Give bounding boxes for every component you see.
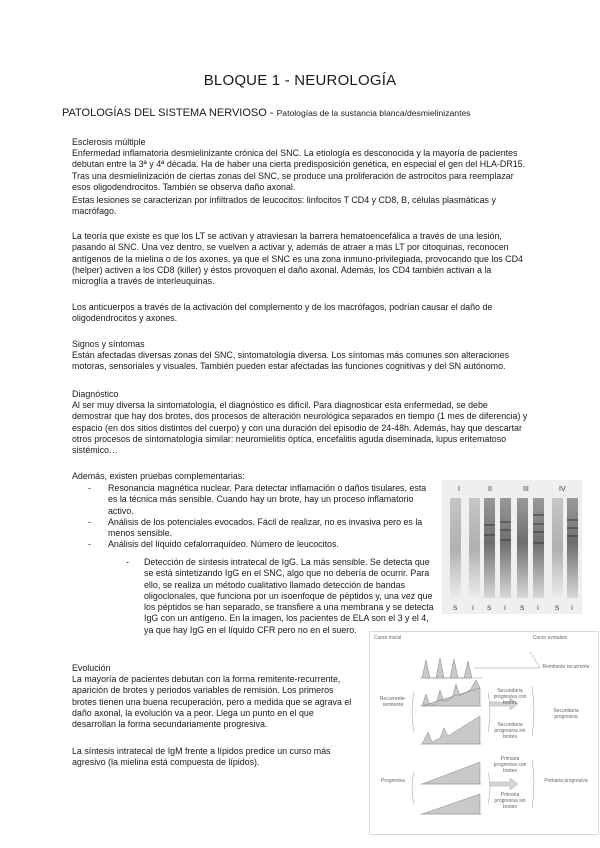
prueba-item-2: - Análisis de los potenciales evocados. Fácil de realizar, no es invasiva pero es la menos sensible.	[108, 517, 436, 540]
flow-col1-label: Curso inicial	[374, 635, 402, 641]
gel-sample-label: S	[555, 605, 560, 612]
em-paragraph-2: Estas lesiones se caracterizan por infiltrados de leucocitos: linfocitos T CD4 y CD8, B, células plasmáticas y macrófago.	[72, 195, 496, 217]
gel-lane-label: IV	[559, 486, 566, 493]
page-title: BLOQUE 1 - NEUROLOGÍA	[203, 72, 397, 89]
pruebas-list	[108, 483, 436, 551]
gel-image	[442, 480, 582, 614]
evolucion-paragraph-2: La síntesis intratecal de IgM frente a lípidos predice un curso más agresivo (la mielina está compuesta de lípidos).	[72, 746, 331, 768]
gel-lane-label: II	[488, 486, 492, 493]
gel-sample-label: S	[520, 605, 525, 612]
gel-sample-label: I	[537, 605, 539, 612]
section-subtitle	[62, 107, 471, 119]
gel-sample-label: I	[571, 605, 573, 612]
prueba-item-1: - Resonancia magnética nuclear. Para detectar inflamación o daños tisulares, esta es la técnica más sensible. Cuando hay un brote, hay un proceso inflamatorio activo.	[108, 483, 436, 517]
diagnostico-text: Al ser muy diversa la sintomatología, el diagnóstico es difícil. Para diagnosticar esta enfermedad, se debe demostrar que hay dos brotes, dos procesos de alteración neurológica separados en tiempo (1 mes de diferencia) y espacio (en dos sitios distintos del cuerpo) y con una duración del episodio de 24-48h. Además, hay que descartar otros procesos de sintomatología similar: neuromielitis óptica, encefalitis aguda diseminada, lupus eritematoso sistémico…	[72, 400, 528, 456]
gel-sample-label: S	[453, 605, 458, 612]
gel-sample-label: S	[487, 605, 492, 612]
disease-course-figure	[369, 631, 599, 835]
gel-lane-label: I	[458, 486, 460, 493]
flow-left-label-1: Recurrente-remitente	[379, 696, 407, 708]
flow-right-label-3: Primaria progresiva	[544, 778, 588, 784]
subtitle-small: Patologías de la sustancia blanca/desmielinizantes	[276, 108, 471, 118]
subtitle-main: PATOLOGÍAS DEL SISTEMA NERVIOSO	[62, 107, 267, 119]
flow-diagram	[370, 632, 598, 834]
gel-lane-label: III	[523, 486, 529, 493]
em-paragraph-1: Enfermedad inflamatoria desmielinizante crónica del SNC. La etiología es desconocida y la mayoría de pacientes debutan entre la 3ª y 4ª década. Ha de haber una cierta predisposición genética, en especial el gen del HLA-DR15. Tras una desmielinización de ciertas zonas del SNC, se produce una proliferación de astrocitos para reemplazar esos oligodendrocitos. También se observa daño axonal.	[72, 148, 526, 192]
flow-mid-label-1: Secundaria progresiva con brotes	[493, 688, 527, 706]
prueba-subitem-igg: - Detección de síntesis intratecal de IgG. La más sensible. Se detecta que se está sintetizando IgG en el SNC, algo que no debería de ocurrir. Para ello, se realiza un método cualitativo llamado detección de bandas oligoclonales, que funciona por un isoenfoque de péptidos y, una vez que los péptidos se han separado, se transfiere a una membrana y se detecta IgG con un antígeno. En la imagen, los pacientes de ELA son el 3 y el 4, ya que hay IgG en el líquido CFR pero no en el suero.	[144, 557, 434, 636]
flow-mid-label-3: Primaria progresiva con brotes	[493, 756, 527, 774]
signos-heading: Signos y síntomas	[72, 339, 145, 349]
flow-right-label-1: Remitente recurrente	[542, 664, 590, 670]
flow-mid-label-4: Primaria progresiva sin brotes	[494, 792, 526, 810]
flow-mid-label-2: Secundaria progresiva sin brotes	[494, 722, 526, 740]
flow-left-label-2: Progresiva	[381, 778, 405, 784]
gel-sample-label: I	[472, 605, 474, 612]
pruebas-intro: Además, existen pruebas complementarias:	[72, 471, 245, 481]
subtitle-dash: -	[266, 107, 277, 119]
signos-text: Están afectadas diversas zonas del SNC, sintomatología diversa. Los síntomas más comunes son alteraciones motoras, sensoriales y visuales. También pueden estar afectadas las funciones cognitivas y del SN autónomo.	[72, 350, 510, 372]
diagnostico-heading: Diagnóstico	[72, 389, 119, 399]
prueba-item-3: - Análisis del líquido cefalorraquídeo. Número de leucocitos.	[108, 539, 436, 550]
oligoclonal-bands-figure	[442, 480, 582, 614]
evolucion-heading: Evolución	[72, 663, 111, 673]
flow-col2-label: Curso evolutivo	[532, 635, 568, 641]
em-heading: Esclerosis múltiple	[72, 137, 146, 147]
em-paragraph-4: Los anticuerpos a través de la activación del complemento y de los macrófagos, podrían causar el daño de oligodendrocitos y axones.	[72, 302, 493, 324]
gel-sample-label: I	[504, 605, 506, 612]
flow-right-label-2: Secundaria progresiva	[553, 708, 579, 720]
em-paragraph-3: La teoría que existe es que los LT se activan y atraviesan la barrera hematoencefálica a través de una lesión, pasando al SNC. Una vez dentro, se vuelven a activar y, además de atraer a más LT por citoquinas, reconocen antígenos de la mielina o de los axones, ya que el SNC es una zona inmuno-privilegiada, provocando que los CD4 (helper) activen a los CD8 (killer) y éstos provoquen el daño axonal. Además, los CD4 también activan a la microglía a través de interleuquinas.	[72, 231, 523, 287]
evolucion-paragraph-1: La mayoría de pacientes debutan con la forma remitente-recurrente, aparición de brotes y periodos variables de remisión. Los primeros brotes tienen una buena recuperación, pero a medida que se agrava el daño axonal, la evolución va a peor. Llega un punto en el que desarrollan la forma secundariamente progresiva.	[72, 674, 352, 730]
